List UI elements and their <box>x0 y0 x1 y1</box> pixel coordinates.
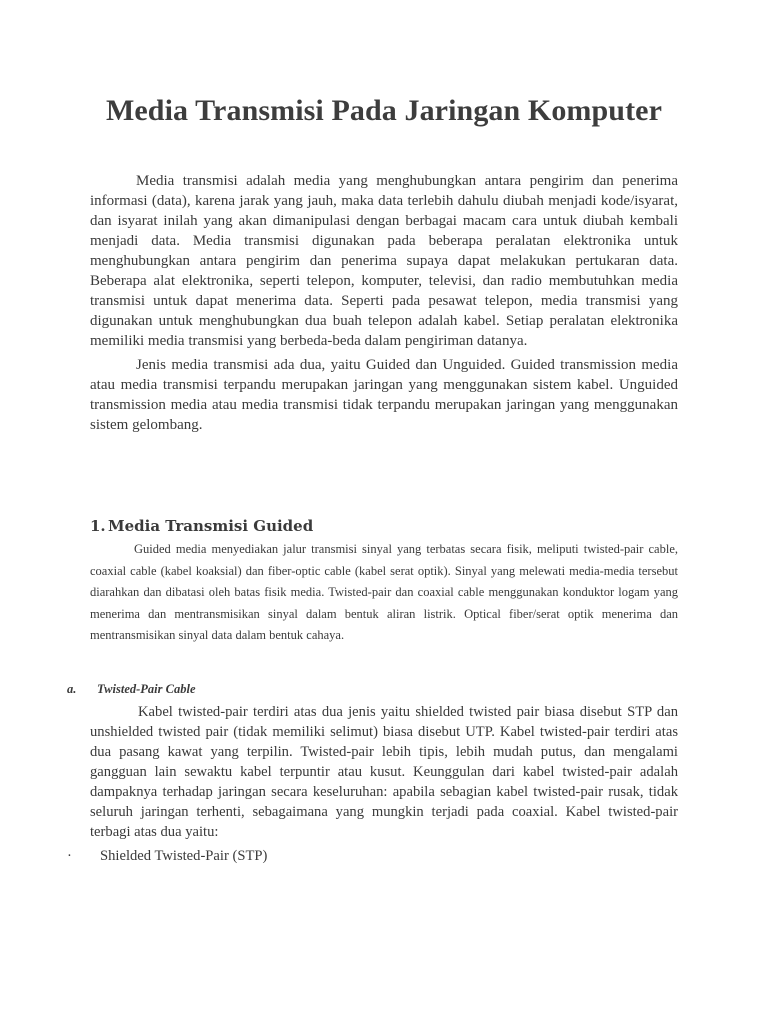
subsection-letter: a. <box>67 682 77 696</box>
intro-paragraph-2: Jenis media transmisi ada dua, yaitu Guided dan Unguided. Guided transmission media atau media transmisi terpandu merupakan jaringan yang menggunakan sistem kabel. Unguided transmission media atau media transmisi tidak terpandu merupakan jaringan yang menggunakan sistem gelombang. <box>90 357 678 433</box>
section-heading-guided <box>90 517 313 535</box>
list-item-text: Shielded Twisted-Pair (STP) <box>100 848 268 864</box>
subsection-heading-twisted-pair <box>67 682 196 697</box>
document-title: Media Transmisi Pada Jaringan Komputer <box>105 94 663 127</box>
subsection-heading-text: Twisted-Pair Cable <box>97 682 196 696</box>
list-item <box>67 846 267 866</box>
bullet-icon: · <box>67 848 72 864</box>
twisted-pair-paragraph: Kabel twisted-pair terdiri atas dua jenis yaitu shielded twisted pair biasa disebut STP dan unshielded twisted pair (tidak memiliki selimut) biasa disebut UTP. Kabel twisted-pair terdiri atas dua pasang kawat yang terpilin. Twisted-pair lebih tipis, lebih mudah putus, dan mengalami gangguan lain sewaktu kabel terpuntir atau kusut. Keunggulan dari kabel twisted-pair adalah dampaknya terhadap jaringan secara keseluruhan: apabila sebagian kabel twisted-pair rusak, tidak seluruh jaringan terhenti, sebagaimana yang mungkin terjadi pada coaxial. Kabel twisted-pair terbagi atas dua yaitu: <box>90 704 678 840</box>
section-heading-text: Media Transmisi Guided <box>108 517 314 535</box>
intro-paragraph-1: Media transmisi adalah media yang menghubungkan antara pengirim dan penerima informasi (data), karena jarak yang jauh, maka data terlebih dahulu diubah menjadi kode/isyarat, dan isyarat inilah yang akan dimanipulasi dengan berbagai macam cara untuk diubah kembali menjadi data. Media transmisi digunakan pada beberapa peralatan elektronika untuk menghubungkan antara pengirim dan penerima supaya dapat melakukan pertukaran data. Beberapa alat elektronika, seperti telepon, komputer, televisi, dan radio membutuhkan media transmisi untuk dapat menerima data. Seperti pada pesawat telepon, media transmisi yang digunakan untuk menghubungkan dua buah telepon adalah kabel. Setiap peralatan elektronika memiliki media transmisi yang berbeda-beda dalam pengiriman datanya. <box>90 173 678 349</box>
guided-paragraph: Guided media menyediakan jalur transmisi sinyal yang terbatas secara fisik, meliputi twisted-pair cable, coaxial cable (kabel koaksial) dan fiber-optic cable (kabel serat optik). Sinyal yang melewati media-media tersebut diarahkan dan dibatasi oleh batas fisik media. Twisted-pair dan coaxial cable menggunakan konduktor logam yang menerima dan mentransmisikan sinyal dalam bentuk aliran listrik. Optical fiber/serat optik menerima dan mentransmisikan sinyal data dalam bentuk cahaya. <box>90 542 678 642</box>
section-number: 1. <box>90 517 106 535</box>
